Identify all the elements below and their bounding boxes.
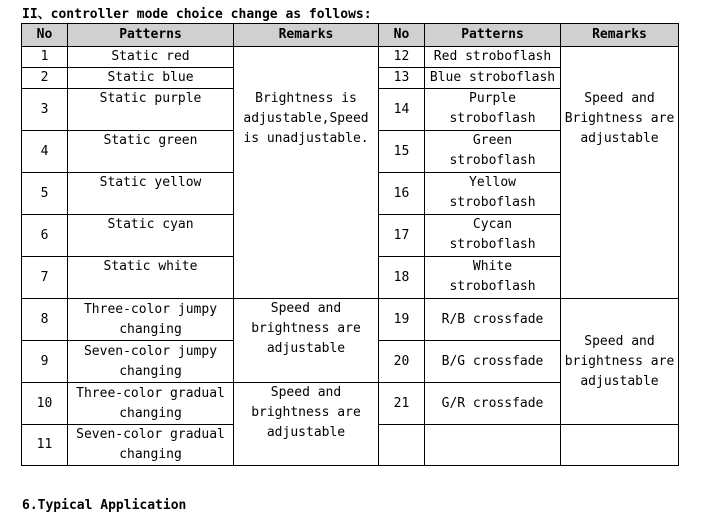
empty-cell [425,425,561,466]
header-row [22,24,679,47]
row-pattern: G/R crossfade [425,383,561,425]
row-pattern: Red stroboflash [425,47,561,68]
row-no: 9 [22,341,68,383]
row-pattern: Static white [68,257,234,299]
row-no: 17 [379,215,425,257]
row-pattern: Static cyan [68,215,234,257]
row-pattern: Green stroboflash [425,131,561,173]
row-pattern: Cycan stroboflash [425,215,561,257]
section-heading: II、controller mode choice change as follows: [22,7,372,22]
row-no: 4 [22,131,68,173]
row-no: 18 [379,257,425,299]
row-no: 11 [22,425,68,466]
empty-cell [379,425,425,466]
row-no: 12 [379,47,425,68]
header-remarks-right: Remarks [561,24,679,47]
row-no: 10 [22,383,68,425]
row-pattern: Static purple [68,89,234,131]
row-no: 8 [22,299,68,341]
remarks-cell: Speed and brightness are adjustable [561,299,679,425]
row-pattern: Static blue [68,68,234,89]
table-row [22,299,679,341]
remarks-cell: Speed and brightness are adjustable [234,299,379,383]
row-pattern: Three-color gradual changing [68,383,234,425]
row-no: 3 [22,89,68,131]
row-pattern: B/G crossfade [425,341,561,383]
header-no-left: No [22,24,68,47]
table-row [22,47,679,68]
remarks-cell: Speed and brightness are adjustable [234,383,379,466]
row-pattern: Three-color jumpy changing [68,299,234,341]
row-no: 13 [379,68,425,89]
section-footer-heading: 6.Typical Application [22,498,187,513]
row-no: 6 [22,215,68,257]
row-pattern: Purple stroboflash [425,89,561,131]
row-pattern: Seven-color jumpy changing [68,341,234,383]
row-pattern: Static yellow [68,173,234,215]
mode-table [21,23,679,466]
row-pattern: White stroboflash [425,257,561,299]
row-no: 19 [379,299,425,341]
row-no: 20 [379,341,425,383]
header-patterns-left: Patterns [68,24,234,47]
row-pattern: Seven-color gradual changing [68,425,234,466]
empty-cell [561,425,679,466]
row-no: 16 [379,173,425,215]
row-pattern: R/B crossfade [425,299,561,341]
row-no: 1 [22,47,68,68]
row-pattern: Blue stroboflash [425,68,561,89]
row-no: 7 [22,257,68,299]
row-pattern: Static red [68,47,234,68]
row-pattern: Static green [68,131,234,173]
remarks-cell: Brightness is adjustable,Speed is unadjustable. [234,47,379,299]
row-no: 21 [379,383,425,425]
row-no: 14 [379,89,425,131]
header-no-right: No [379,24,425,47]
header-remarks-left: Remarks [234,24,379,47]
remarks-cell: Speed and Brightness are adjustable [561,47,679,299]
row-no: 15 [379,131,425,173]
row-no: 5 [22,173,68,215]
row-pattern: Yellow stroboflash [425,173,561,215]
header-patterns-right: Patterns [425,24,561,47]
row-no: 2 [22,68,68,89]
